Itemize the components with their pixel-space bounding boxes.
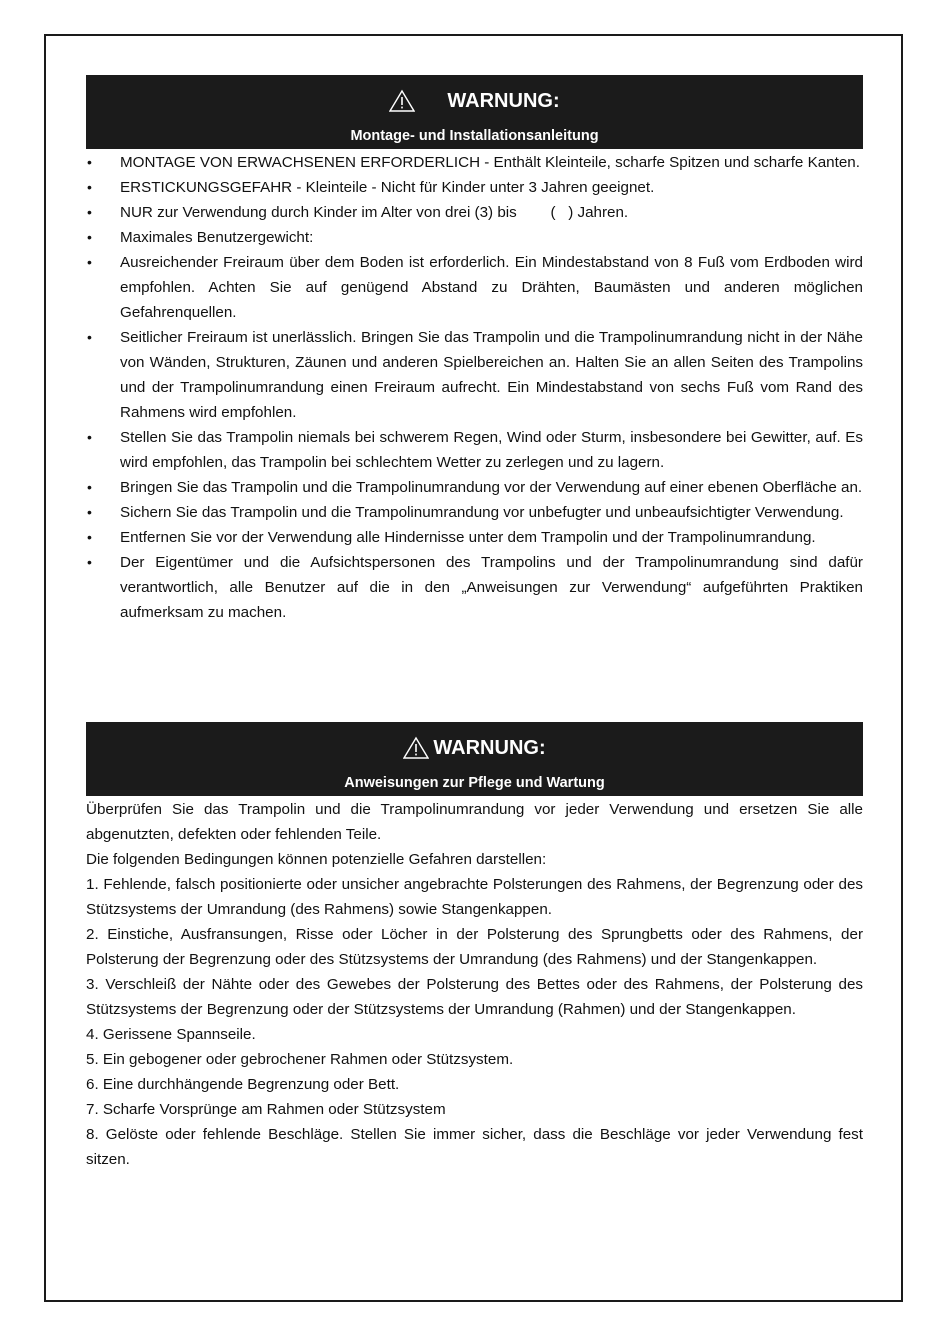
care-paragraph: 3. Verschleiß der Nähte oder des Gewebes der Polsterung des Bettes oder des Rahmens, der Polsterung des Stützsystems der Begrenzung oder der Stützsystems der Umrandung (Rahmen) und der Stangenkappen. xyxy=(86,976,863,1018)
warning-subtitle: Montage- und Installationsanleitung xyxy=(350,128,599,144)
warning-triangle-icon xyxy=(389,89,415,113)
care-paragraph: 4. Gerissene Spannseile. xyxy=(86,1026,256,1043)
warning-banner-assembly xyxy=(86,75,863,149)
warning-banner-title xyxy=(86,722,863,774)
care-paragraph: 7. Scharfe Vorsprünge am Rahmen oder Stützsystem xyxy=(86,1101,446,1118)
warning-title-text: WARNUNG: xyxy=(447,89,560,112)
list-item: • NUR zur Verwendung durch Kinder im Alter von drei (3) bis ( ) Jahren. xyxy=(86,200,863,225)
list-item: • Stellen Sie das Trampolin niemals bei schwerem Regen, Wind oder Sturm, insbesondere bei Gewitter, auf. Es wird empfohlen, das Trampolin bei schlechtem Wetter zu zerlegen und zu lagern. xyxy=(86,425,863,475)
warning-triangle-icon xyxy=(403,736,429,760)
care-paragraph: 2. Einstiche, Ausfransungen, Risse oder Löcher in der Polsterung des Sprungbetts oder des Rahmens, der Polsterung der Begrenzung oder des Stützsystems der Umrandung (des Rahmens) und der Stangenkappen. xyxy=(86,926,863,968)
assembly-instructions-list xyxy=(86,150,863,625)
list-item: • ERSTICKUNGSGEFAHR - Kleinteile - Nicht für Kinder unter 3 Jahren geeignet. xyxy=(86,175,863,200)
list-item: • Entfernen Sie vor der Verwendung alle Hindernisse unter dem Trampolin und der Trampolinumrandung. xyxy=(86,525,863,550)
care-instructions xyxy=(86,797,863,1172)
care-paragraph: 6. Eine durchhängende Begrenzung oder Bett. xyxy=(86,1076,400,1093)
care-paragraph: 1. Fehlende, falsch positionierte oder unsicher angebrachte Polsterungen des Rahmens, der Begrenzung oder des Stützsystems der Umrandung (des Rahmens) sowie Stangenkappen. xyxy=(86,876,863,918)
care-paragraph: Überprüfen Sie das Trampolin und die Trampolinumrandung vor jeder Verwendung und ersetzen Sie alle abgenutzten, defekten oder fehlenden Teile. xyxy=(86,801,863,843)
warning-title-text: WARNUNG: xyxy=(433,736,546,759)
warning-banner-care xyxy=(86,722,863,796)
list-item: • Sichern Sie das Trampolin und die Trampolinumrandung vor unbefugter und unbeaufsichtigter Verwendung. xyxy=(86,500,863,525)
care-paragraph: Die folgenden Bedingungen können potenzielle Gefahren darstellen: xyxy=(86,851,547,868)
list-item: • Ausreichender Freiraum über dem Boden ist erforderlich. Ein Mindestabstand von 8 Fuß vom Erdboden wird empfohlen. Achten Sie auf genügend Abstand zu Drähten, Baumästen und anderen möglichen Gefahrenquellen. xyxy=(86,250,863,325)
care-paragraph: 5. Ein gebogener oder gebrochener Rahmen oder Stützsystem. xyxy=(86,1051,514,1068)
warning-banner-title xyxy=(86,75,863,127)
list-item: • MONTAGE VON ERWACHSENEN ERFORDERLICH - Enthält Kleinteile, scharfe Spitzen und scharfe Kanten. xyxy=(86,150,863,175)
list-item: • Der Eigentümer und die Aufsichtspersonen des Trampolins und der Trampolinumrandung sind dafür verantwortlich, alle Benutzer auf die in den „Anweisungen zur Verwendung“ aufgeführten Praktiken aufmerksam zu machen. xyxy=(86,550,863,625)
care-paragraph: 8. Gelöste oder fehlende Beschläge. Stellen Sie immer sicher, dass die Beschläge vor jeder Verwendung fest sitzen. xyxy=(86,1126,863,1168)
list-item: • Bringen Sie das Trampolin und die Trampolinumrandung vor der Verwendung auf einer ebenen Oberfläche an. xyxy=(86,475,863,500)
list-item: • Seitlicher Freiraum ist unerlässlich. Bringen Sie das Trampolin und die Trampolinumrandung nicht in der Nähe von Wänden, Strukturen, Zäunen und anderen Spielbereichen an. Halten Sie an allen Seiten des Trampolins und der Trampolinumrandung einen Freiraum aufrecht. Ein Mindestabstand von sechs Fuß vom Rand des Rahmens wird empfohlen. xyxy=(86,325,863,425)
warning-subtitle: Anweisungen zur Pflege und Wartung xyxy=(344,775,605,791)
list-item: • Maximales Benutzergewicht: xyxy=(86,225,863,250)
